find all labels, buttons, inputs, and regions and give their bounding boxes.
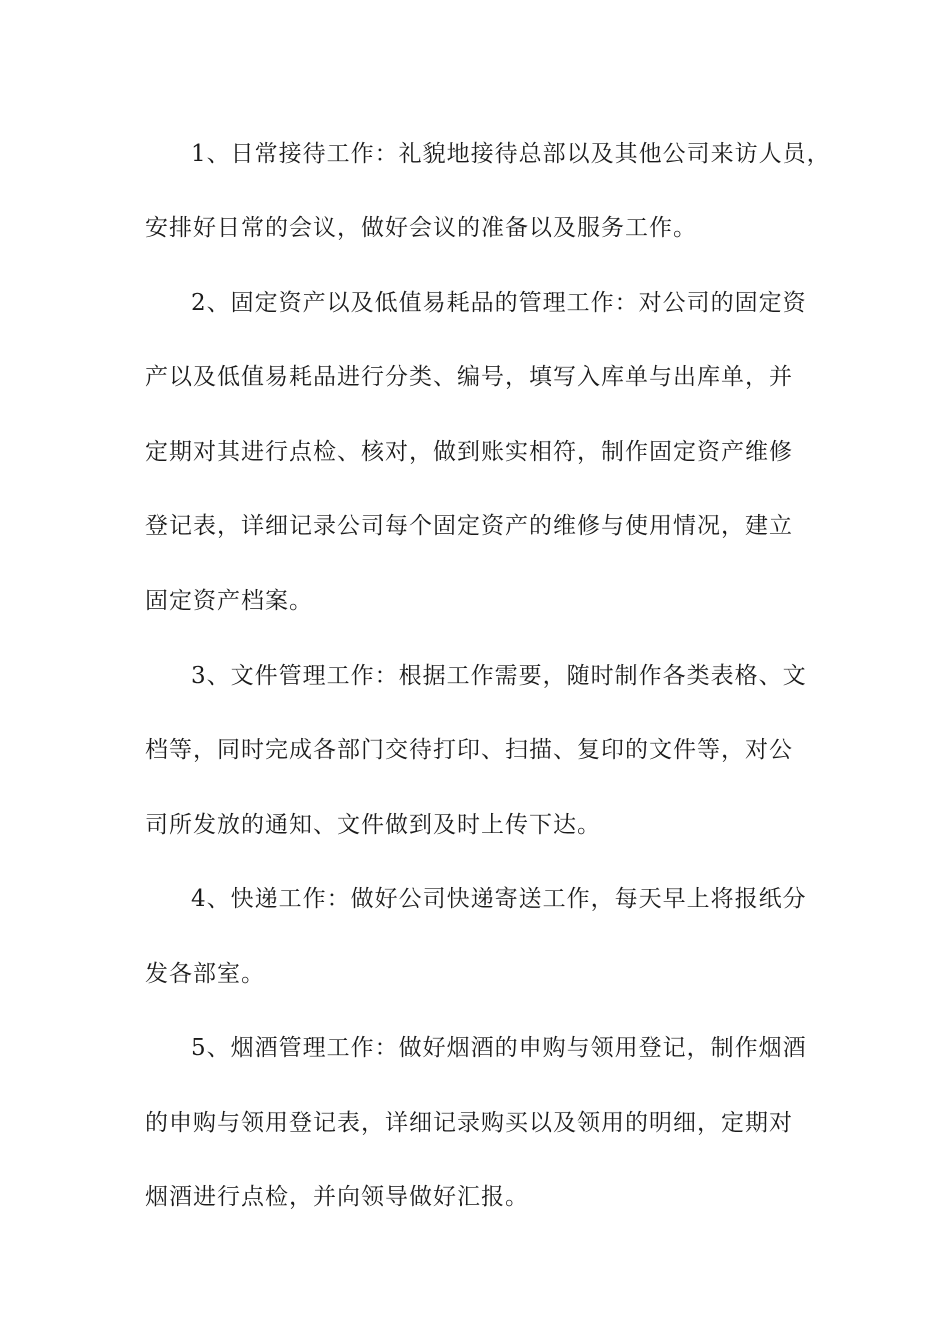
paragraph-5-line-2: 的申购与领用登记表，详细记录购买以及领用的明细，定期对	[145, 1110, 793, 1136]
paragraph-5-line-1: 5、烟酒管理工作：做好烟酒的申购与领用登记，制作烟酒	[191, 1035, 807, 1061]
paragraph-2-line-3: 定期对其进行点检、核对，做到账实相符，制作固定资产维修	[145, 439, 793, 465]
paragraph-2-line-4: 登记表，详细记录公司每个固定资产的维修与使用情况，建立	[145, 513, 793, 539]
paragraph-3-line-2: 档等，同时完成各部门交待打印、扫描、复印的文件等，对公	[145, 737, 793, 763]
paragraph-5-line-3: 烟酒进行点检，并向领导做好汇报。	[145, 1184, 529, 1210]
paragraph-3-line-3: 司所发放的通知、文件做到及时上传下达。	[145, 812, 601, 838]
paragraph-1-line-2: 安排好日常的会议，做好会议的准备以及服务工作。	[145, 215, 697, 241]
paragraph-4-line-2: 发各部室。	[145, 961, 265, 987]
paragraph-2-line-5: 固定资产档案。	[145, 588, 313, 614]
paragraph-4-line-1: 4、快递工作：做好公司快递寄送工作，每天早上将报纸分	[191, 886, 807, 912]
paragraph-1-line-1: 1、日常接待工作：礼貌地接待总部以及其他公司来访人员，	[191, 141, 831, 167]
paragraph-3-line-1: 3、文件管理工作：根据工作需要，随时制作各类表格、文	[191, 663, 807, 689]
paragraph-2-line-1: 2、固定资产以及低值易耗品的管理工作：对公司的固定资	[191, 290, 807, 316]
paragraph-2-line-2: 产以及低值易耗品进行分类、编号，填写入库单与出库单，并	[145, 364, 793, 390]
